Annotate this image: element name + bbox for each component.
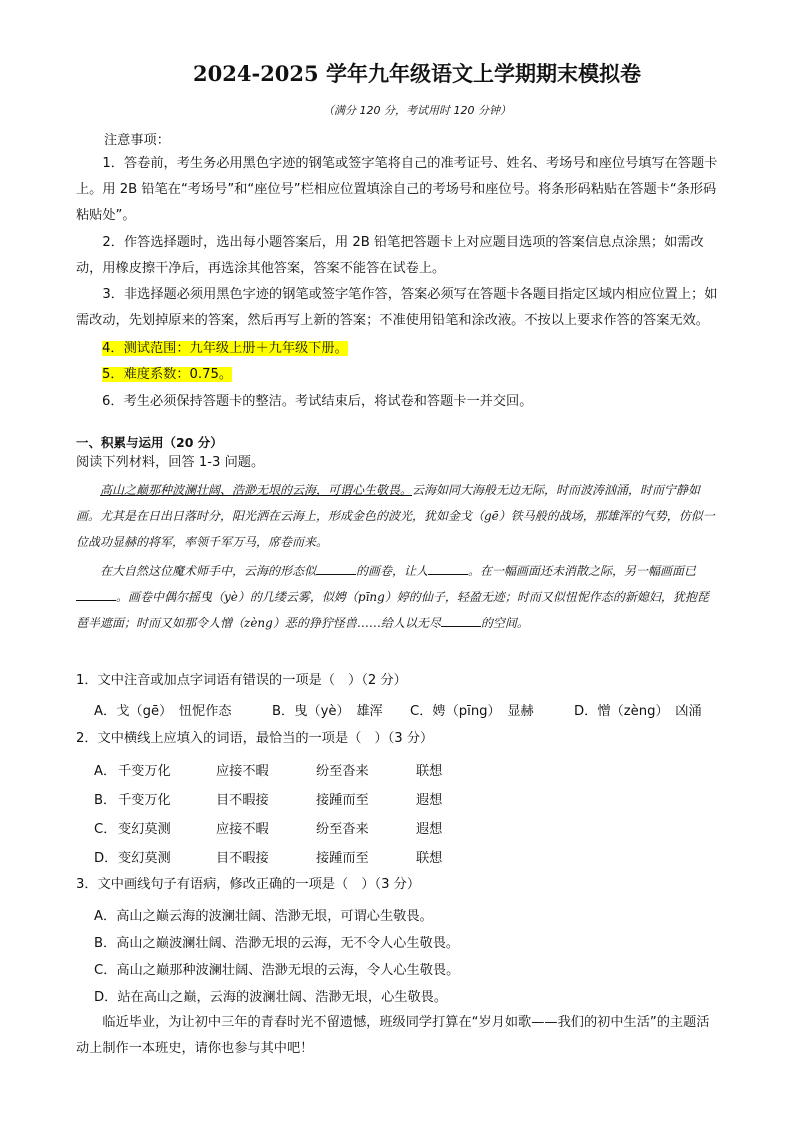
- q1-option-a[interactable]: [94, 700, 232, 719]
- option-letter: A．: [94, 764, 117, 779]
- q3-option-d[interactable]: D．站在高山之巅，云海的波澜壮阔、浩渺无垠，心生敬畏。: [94, 990, 448, 1005]
- question-1-stem: 1．文中注音或加点字词语有错误的一项是（ ）（2 分）: [76, 673, 407, 688]
- option-word: 变幻莫测: [118, 822, 171, 837]
- option-word: 联想: [416, 764, 443, 779]
- option-word: 应接不暇: [216, 822, 269, 837]
- option-word: 千变万化: [118, 793, 171, 808]
- passage-p2-part-b: 的画卷，让人: [356, 564, 429, 578]
- section-heading: 一、积累与运用（20 分）: [76, 435, 223, 450]
- option-letter: C．: [94, 822, 117, 837]
- question-2-stem: 2．文中横线上应填入的词语，最恰当的一项是（ ）（3 分）: [76, 731, 434, 746]
- option-text: 娉（pīng） 显赫: [432, 704, 534, 719]
- option-letter: B．: [272, 704, 295, 719]
- option-word: 目不暇接: [216, 851, 269, 866]
- option-word: 纷至沓来: [316, 764, 369, 779]
- q1-option-b[interactable]: [272, 700, 383, 719]
- q1-option-c[interactable]: [410, 700, 534, 719]
- q1-option-d[interactable]: [574, 700, 702, 719]
- option-word: 纷至沓来: [316, 822, 369, 837]
- passage-p1-text: 云海如同大海般无边无际，时而波涛汹涌，时而宁静如画。尤其是在日出日落时分，阳光洒在云海上，形成金色的波光，犹如金戈（gē）铁马般的战场，那雄浑的气势，仿似一位战功显赫的将军，率领千军万马，席卷而来。: [76, 483, 715, 549]
- page-title: 2024-2025 学年九年级语文上学期期末模拟卷: [193, 61, 641, 86]
- option-letter: D．: [94, 851, 118, 866]
- notice-item-1: 1．答卷前，考生务必用黑色字迹的钢笔或签字笔将自己的准考证号、姓名、考场号和座位号填写在答题卡上。用 2B 铅笔在“考场号”和“座位号”栏相应位置填涂自己的考场号和座位号。将条形码粘贴在答题卡“条形码粘贴处”。: [76, 156, 718, 223]
- closing-paragraph: 临近毕业，为让初中三年的青春时光不留遗憾，班级同学打算在“岁月如歌——我们的初中生活”的主题活动上制作一本班史，请你也参与其中吧！: [76, 1015, 710, 1056]
- option-word: 变幻莫测: [118, 851, 171, 866]
- option-letter: C．: [410, 704, 433, 719]
- option-word: 联想: [416, 851, 443, 866]
- passage-p2-part-d: 。画卷中偶尔摇曳（yè）的几缕云雾，似娉（pīng）婷的仙子，轻盈无迹；时而又似忸怩作态的新媳妇，犹抱琵琶半遮面；时而又如那令人憎（zèng）恶的狰狞怪兽……给人以无尽: [76, 590, 709, 630]
- option-word: 接踵而至: [316, 793, 369, 808]
- passage-paragraph-2: [76, 558, 720, 636]
- option-word: 应接不暇: [216, 764, 269, 779]
- page-subtitle: （满分 120 分，考试用时 120 分钟）: [323, 104, 511, 117]
- underlined-sentence: 高山之巅那种波澜壮阔、浩渺无垠的云海，可谓心生敬畏。: [100, 483, 413, 497]
- notice-item-5: [102, 362, 232, 388]
- option-word: 目不暇接: [216, 793, 269, 808]
- option-word: 接踵而至: [316, 851, 369, 866]
- option-letter: D．: [574, 704, 598, 719]
- notice-item-4: [102, 336, 348, 362]
- blank-3: [76, 588, 116, 601]
- blank-2: [428, 562, 468, 575]
- q3-option-b[interactable]: B．高山之巅波澜壮阔、浩渺无垠的云海，无不令人心生敬畏。: [94, 936, 460, 951]
- passage-p2-part-a: 在大自然这位魔术师手中，云海的形态似: [100, 564, 317, 578]
- blank-4: [441, 614, 481, 627]
- passage-p2-part-c: 。在一幅画面还未消散之际，另一幅画面已: [468, 564, 697, 578]
- option-letter: B．: [94, 793, 117, 808]
- highlight-difficulty: 5．难度系数：0.75。: [102, 367, 233, 382]
- option-text: 曳（yè） 雄浑: [294, 704, 383, 719]
- q3-option-c[interactable]: C．高山之巅那种波澜壮阔、浩渺无垠的云海，令人心生敬畏。: [94, 963, 460, 978]
- notice-item-2: 2．作答选择题时，选出每小题答案后，用 2B 铅笔把答题卡上对应题目选项的答案信息点涂黑；如需改动，用橡皮擦干净后，再选涂其他答案，答案不能答在试卷上。: [76, 235, 704, 276]
- notice-item-3: 3．非选择题必须用黑色字迹的钢笔或签字笔作答，答案必须写在答题卡各题目指定区域内相应位置上；如需改动，先划掉原来的答案，然后再写上新的答案；不准使用铅笔和涂改液。不按以上要求作答的答案无效。: [76, 287, 718, 328]
- option-word: 遐想: [416, 822, 443, 837]
- option-text: 戈（gē） 忸怩作态: [116, 704, 232, 719]
- highlight-range: 4．测试范围：九年级上册＋九年级下册。: [102, 341, 348, 356]
- q3-option-a[interactable]: A．高山之巅云海的波澜壮阔、浩渺无垠，可谓心生敬畏。: [94, 909, 433, 924]
- passage-p2-part-e: 的空间。: [480, 616, 529, 630]
- notice-item-6: 6．考生必须保持答题卡的整洁。考试结束后，将试卷和答题卡一并交回。: [102, 394, 533, 409]
- option-word: 遐想: [416, 793, 443, 808]
- notice-heading: 注意事项：: [104, 133, 170, 148]
- passage-paragraph-1: [76, 477, 720, 555]
- option-letter: A．: [94, 704, 117, 719]
- section-intro: 阅读下列材料，回答 1-3 问题。: [76, 455, 265, 470]
- blank-1: [316, 562, 356, 575]
- option-text: 憎（zèng） 凶涌: [597, 704, 702, 719]
- option-word: 千变万化: [118, 764, 171, 779]
- question-3-stem: 3．文中画线句子有语病，修改正确的一项是（ ）（3 分）: [76, 877, 421, 892]
